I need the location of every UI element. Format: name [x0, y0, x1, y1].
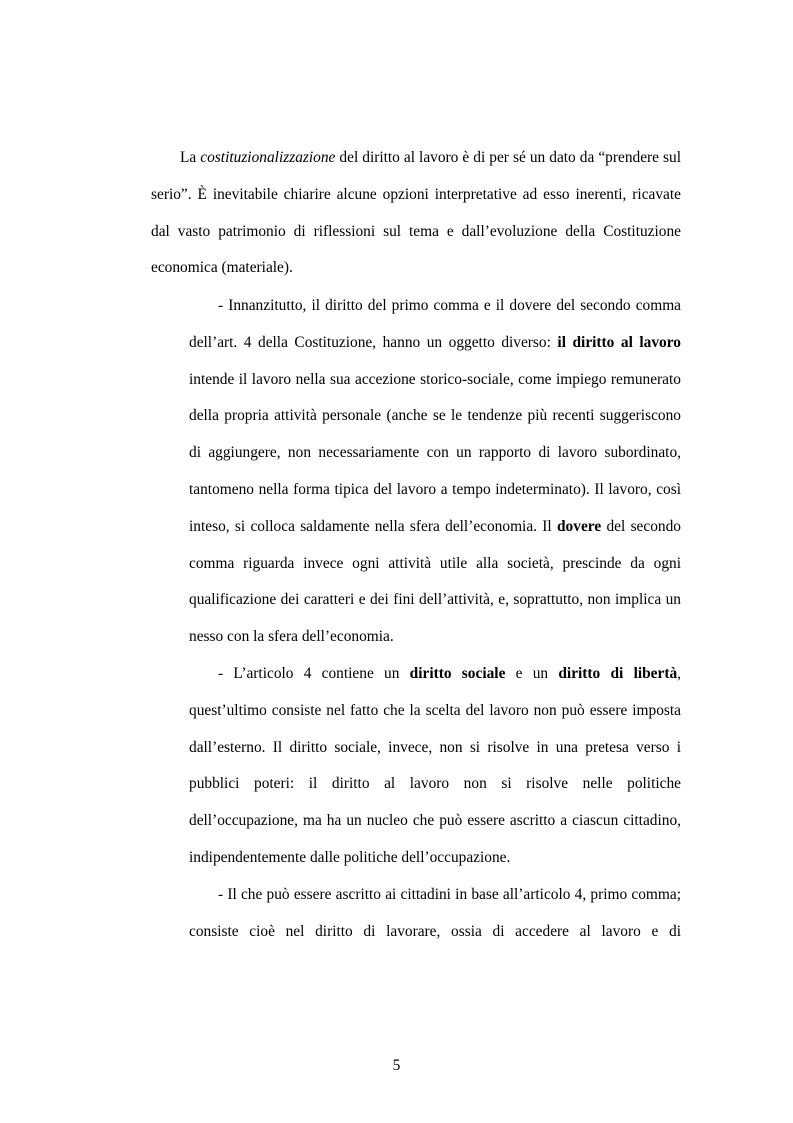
intro-text-2: del diritto al lavoro è di per sé un dato da “prendere sul serio”. È inevitabile chiarire alcune opzioni interpretative ad esso inerenti, ricavate dal vasto patrimonio di riflessioni sul tema e dall’evoluzione della Costituzione economica (materiale).: [151, 149, 681, 277]
item1-bold-dovere: dovere: [557, 517, 602, 535]
item1-text-3: del secondo comma riguarda invece ogni attività utile alla società, prescinde da ogni qualificazione dei caratteri e dei fini dell’attività, e, soprattutto, non implica un nesso con la sfera dell’economia.: [189, 517, 681, 646]
item2-text-1: - L’articolo 4 contiene un: [218, 665, 410, 682]
intro-text-1: La: [180, 149, 201, 166]
item1-text-2: intende il lavoro nella sua accezione storico-sociale, come impiego remunerato della propria attività personale (anche se le tendenze più recenti suggeriscono di aggiungere, non necessariamente con un rapporto di lavoro subordinato, tantomeno nella forma tipica del lavoro a tempo indeterminato). Il lavoro, così inteso, si colloca saldamente nella sfera dell’economia. Il: [189, 370, 681, 535]
item2-text-3: , quest’ultimo consiste nel fatto che la scelta del lavoro non può essere imposta dall’esterno. Il diritto sociale, invece, non si risolve in una pretesa verso i pubblici poteri: il diritto al lavoro non si risolve nelle politiche dell’occupazione, ma ha un nucleo che può essere ascritto a ciascun cittadino, indipendentemente dalle politiche dell’occupazione.: [189, 665, 682, 866]
intro-emphasis: costituzionalizzazione: [200, 149, 336, 166]
item1-bold-diritto-al-lavoro: il diritto al lavoro: [557, 333, 681, 351]
item2-text-2: e un: [505, 665, 559, 682]
intro-paragraph: [151, 140, 681, 287]
item2-bold-diritto-di-liberta: diritto di libertà: [558, 665, 678, 682]
list-item-il-che: [189, 877, 681, 951]
list-item-innanzitutto: [189, 288, 681, 656]
item2-bold-diritto-sociale: diritto sociale: [409, 665, 506, 682]
item3-text-1: - Il che può essere ascritto ai cittadini in base all’articolo 4, primo comma; consiste cioè nel diritto di lavorare, ossia di accedere al lavoro e di: [189, 886, 681, 940]
page-number: 5: [392, 1057, 401, 1074]
list-item-articolo-4: [189, 656, 681, 877]
item1-text-1: - Innanzitutto, il diritto del primo comma e il dovere del secondo comma dell’art. 4 della Costituzione, hanno un oggetto diverso:: [189, 297, 681, 351]
